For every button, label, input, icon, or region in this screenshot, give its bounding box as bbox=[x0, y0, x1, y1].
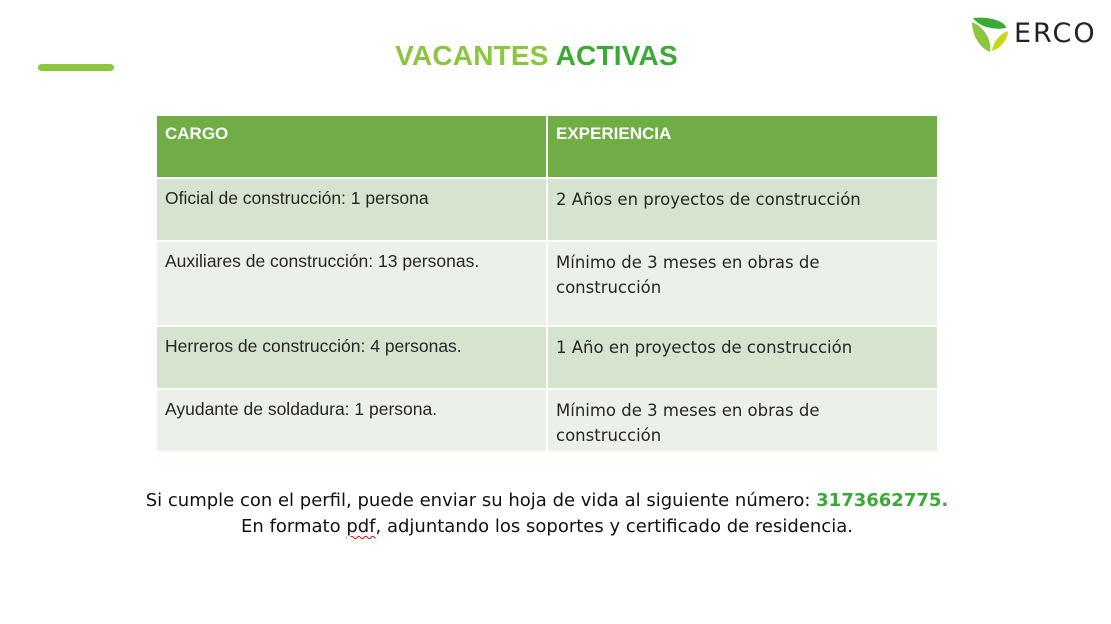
experiencia-cell: Mínimo de 3 meses en obras de construcción bbox=[547, 389, 937, 452]
logo-text: ERCO bbox=[1014, 18, 1097, 49]
page-title bbox=[0, 40, 1073, 72]
table-row bbox=[157, 241, 937, 326]
spellcheck-flagged-word: pdf bbox=[346, 516, 376, 537]
contact-info bbox=[0, 488, 1094, 540]
contact-line-1 bbox=[0, 488, 1094, 514]
format-text: En formato bbox=[241, 516, 347, 537]
table-row bbox=[157, 178, 937, 241]
experiencia-cell: 2 Años en proyectos de construcción bbox=[547, 178, 937, 241]
leaf-logo-icon bbox=[970, 14, 1010, 54]
cargo-cell: Ayudante de soldadura: 1 persona. bbox=[157, 389, 547, 452]
vacancies-table bbox=[157, 116, 937, 453]
phone-number: 3173662775. bbox=[816, 490, 949, 511]
title-word-1: VACANTES bbox=[395, 40, 549, 71]
company-logo bbox=[970, 14, 1104, 56]
title-word-2: ACTIVAS bbox=[555, 40, 678, 71]
cargo-cell: Herreros de construcción: 4 personas. bbox=[157, 326, 547, 389]
cargo-cell: Auxiliares de construcción: 13 personas. bbox=[157, 241, 547, 326]
format-text-rest: , adjuntando los soportes y certificado de residencia. bbox=[375, 516, 853, 537]
experiencia-cell: Mínimo de 3 meses en obras de construcción bbox=[547, 241, 937, 326]
column-header-experiencia: EXPERIENCIA bbox=[547, 116, 937, 178]
table-row bbox=[157, 326, 937, 389]
cargo-cell: Oficial de construcción: 1 persona bbox=[157, 178, 547, 241]
table-header-row bbox=[157, 116, 937, 178]
contact-text: Si cumple con el perfil, puede enviar su hoja de vida al siguiente número: bbox=[145, 490, 817, 511]
table-row bbox=[157, 389, 937, 452]
column-header-cargo: CARGO bbox=[157, 116, 547, 178]
contact-line-2 bbox=[0, 514, 1094, 540]
experiencia-cell: 1 Año en proyectos de construcción bbox=[547, 326, 937, 389]
